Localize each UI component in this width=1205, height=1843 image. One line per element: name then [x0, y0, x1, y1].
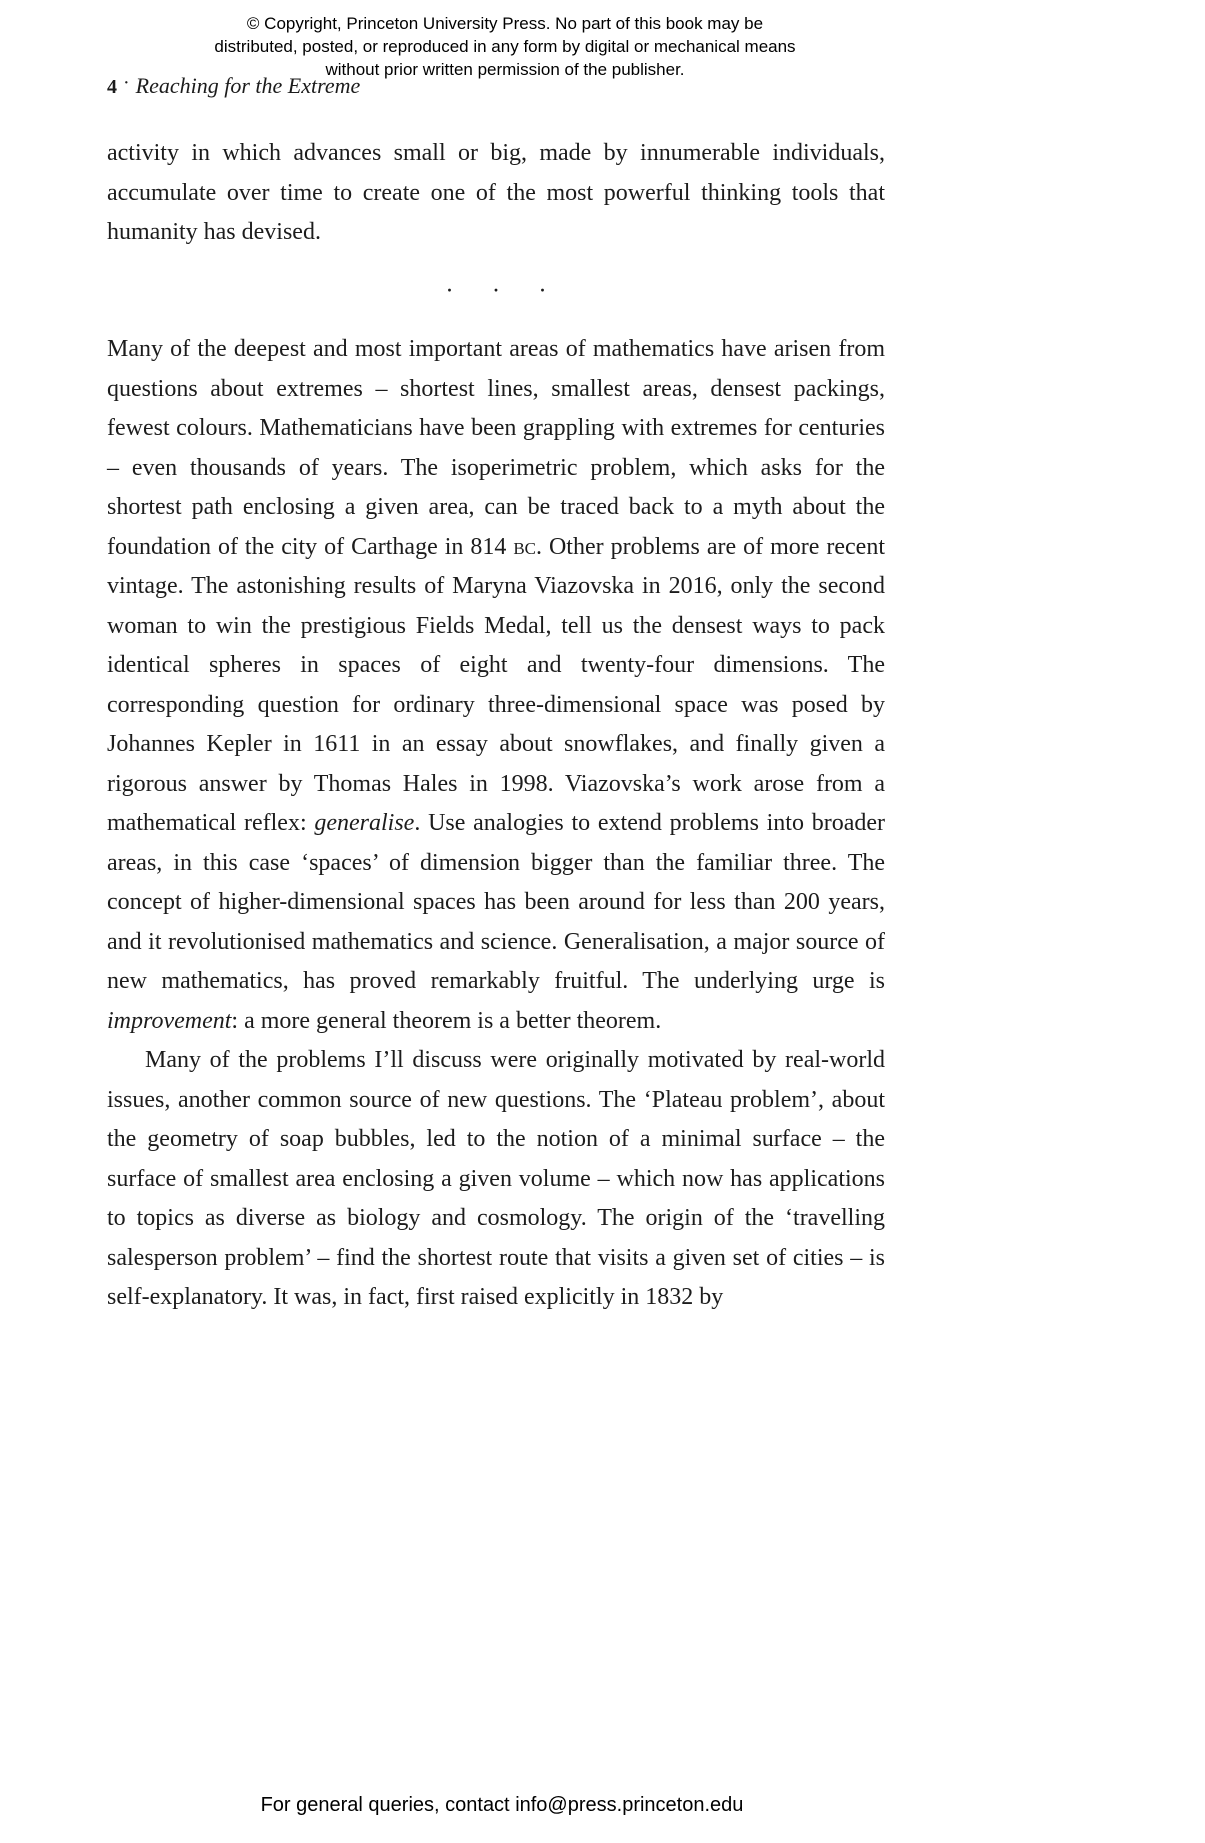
running-header: [107, 72, 885, 99]
text-segment: Many of the problems I’ll discuss were originally motivated by real-world issues, another common source of new questions. The ‘Plateau problem’, about the geometry of soap bubbles, led to the notion of a minimal surface – the surface of smallest area enclosing a given volume – which now has applications to topics as diverse as biology and cosmology. The origin of the ‘travelling salesperson problem’ – find the shortest route that visits a given set of cities – is self-explanatory. It was, in fact, first raised explicitly in 1832 by: [107, 1047, 885, 1310]
section-break: · · ·: [446, 279, 564, 300]
footer-contact: [107, 1794, 897, 1817]
text-segment: . Other problems are of more recent vintage. The astonishing results of Maryna Viazovska in 2016, only the second woman to win the prestigious Fields Medal, tell us the densest ways to pack identical spheres in spaces of eight and twenty-four dimensions. The corresponding question for ordinary three-dimensional space was posed by Johannes Kepler in 1611 in an essay about snowflakes, and finally given a rigorous answer by Thomas Hales in 1998. Viazovska’s work arose from a mathematical reflex:: [107, 533, 885, 836]
text-segment: improvement: [107, 1007, 232, 1034]
paragraph-1: [107, 134, 885, 253]
text-segment: generalise: [314, 810, 415, 836]
copyright-notice: © Copyright, Princeton University Press. No part of this book may be distributed, posted, or reproduced in any form by digital or mechanical means without prior written permission of the publisher.: [214, 14, 796, 79]
footer-contact-email[interactable]: info@press.princeton.edu: [515, 1794, 744, 1816]
text-segment: Many of the deepest and most important areas of mathematics have arisen from questions about extremes – shortest lines, smallest areas, densest packings, fewest colours. Mathematicians have been grappling with extremes for centuries – even thousands of years. The isoperimetric problem, which asks for the shortest path enclosing a given area, can be traced back to a myth about the foundation of the city of Carthage in 814: [107, 336, 885, 560]
text-segment: activity in which advances small or big, made by innumerable individuals, accumulate over time to create one of the most powerful thinking tools that humanity has devised.: [107, 140, 885, 245]
footer-contact-text: For general queries, contact: [260, 1794, 516, 1816]
text-segment: bc: [513, 533, 536, 560]
header-dot-separator: ·: [123, 72, 130, 94]
body-text: [107, 134, 885, 1318]
text-segment: . Use analogies to extend problems into broader areas, in this case ‘spaces’ of dimension bigger than the familiar three. The concept of higher-dimensional spaces has been around for less than 200 years, and it revolutionised mathematics and science. Generalisation, a major source of new mathematics, has proved remarkably fruitful. The underlying urge is: [107, 810, 885, 994]
page-number: 4: [107, 76, 117, 98]
chapter-title: Reaching for the Extreme: [135, 73, 361, 98]
paragraph-4: [107, 1041, 885, 1318]
text-segment: : a more general theorem is a better theorem.: [231, 1007, 662, 1034]
paragraph-3: [107, 330, 885, 1041]
